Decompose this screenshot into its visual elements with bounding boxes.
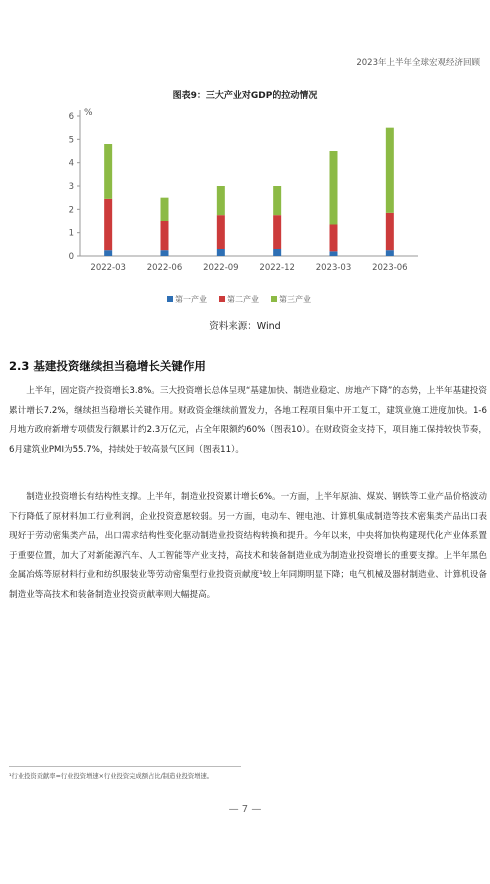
bar-segment [161,221,169,250]
bar-segment [386,128,394,213]
y-tick-label: 0 [68,252,74,262]
x-tick-label: 2022-06 [146,263,183,273]
bar-segment [161,250,169,256]
y-tick-label: 1 [68,228,74,239]
gdp-contribution-chart [0,100,490,315]
y-tick-label: 3 [68,182,74,192]
legend-swatch [219,296,225,302]
footnote: ¹行业投资贡献率=行业投资增速×行业投资完成额占比/制造业投资增速。 [9,773,214,780]
legend-label: 第一产业 [175,295,207,304]
figure-source: 资料来源：Wind [209,321,281,332]
bar-segment [217,215,225,249]
figure-title: 图表9：三大产业对GDP的拉动情况 [172,91,318,101]
bar-segment [386,213,394,250]
x-tick-label: 2022-12 [259,263,295,273]
bar-segment [330,251,338,256]
legend-label: 第三产业 [279,295,311,304]
bar-segment [330,225,338,252]
x-tick-label: 2022-03 [90,263,126,273]
bar-segment [217,186,225,215]
paragraph-infrastructure-investment: 上半年，固定资产投资增长3.8%。三大投资增长总体呈现“基建加快、制造业稳定、房地产下降”的态势，上半年基建投资累计增长7.2%，继续担当稳增长关键作用。财政资金继续前置发力，各地工程项目集中开工复工，建筑业施工进度加快。1-6月地方政府新增专项债发行额累计约2.3万亿元，占全年限额约60%（图表10）。在财政资金支持下，项目施工保持较快节奏，6月建筑业PMI为55.7%，持续处于较高景气区间（图表11）。 [9,386,487,455]
y-tick-label: 5 [68,135,74,146]
legend-label: 第二产业 [227,295,259,304]
bar-segment [104,250,112,256]
bar-segment [330,151,338,225]
y-tick-label: 2 [68,205,74,216]
bar-segment [161,198,169,221]
bar-segment [104,199,112,250]
x-tick-label: 2023-03 [315,263,352,273]
paragraph-manufacturing-investment: 制造业投资增长有结构性支撑。上半年，制造业投资累计增长6%。一方面，上半年原油、煤炭、钢铁等工业产品价格波动下行降低了原材料加工行业利润，企业投资意愿较弱。另一方面，电动车、锂电池、计算机集成制造等技术密集类产品出口表现好于劳动密集类产品，出口需求结构性变化驱动制造业投资结构转换和提升。今年以来，中央将加快构建现代化产业体系置于重要位置，加大了对新能源汽车、人工智能等产业支持，高技术和装备制造业成为制造业投资增长的重要支撑。上半年黑色金属冶炼等原材料行业和纺织服装业等劳动密集型行业投资贡献度¹较上年同期明显下降；电气机械及器材制造业、计算机设备制造业等高技术和装备制造业投资贡献率则大幅提高。 [9,492,487,600]
bar-segment [386,250,394,256]
y-tick-label: 4 [68,158,74,169]
x-tick-label: 2022-09 [203,263,239,273]
report-header-title: 2023年上半年全球宏观经济回顾 [356,58,480,68]
bar-segment [273,249,281,256]
bar-segment [273,186,281,215]
footnote-divider [9,766,241,767]
legend-swatch [271,296,277,302]
y-unit-label: % [84,108,93,118]
bar-segment [104,144,112,199]
y-tick-label: 6 [68,112,74,122]
section-heading: 2.3 基建投资继续担当稳增长关键作用 [9,359,206,373]
x-tick-label: 2023-06 [372,263,408,273]
bar-segment [217,249,225,256]
page-number: — 7 — [228,804,262,815]
legend-swatch [167,296,173,302]
bar-segment [273,215,281,249]
